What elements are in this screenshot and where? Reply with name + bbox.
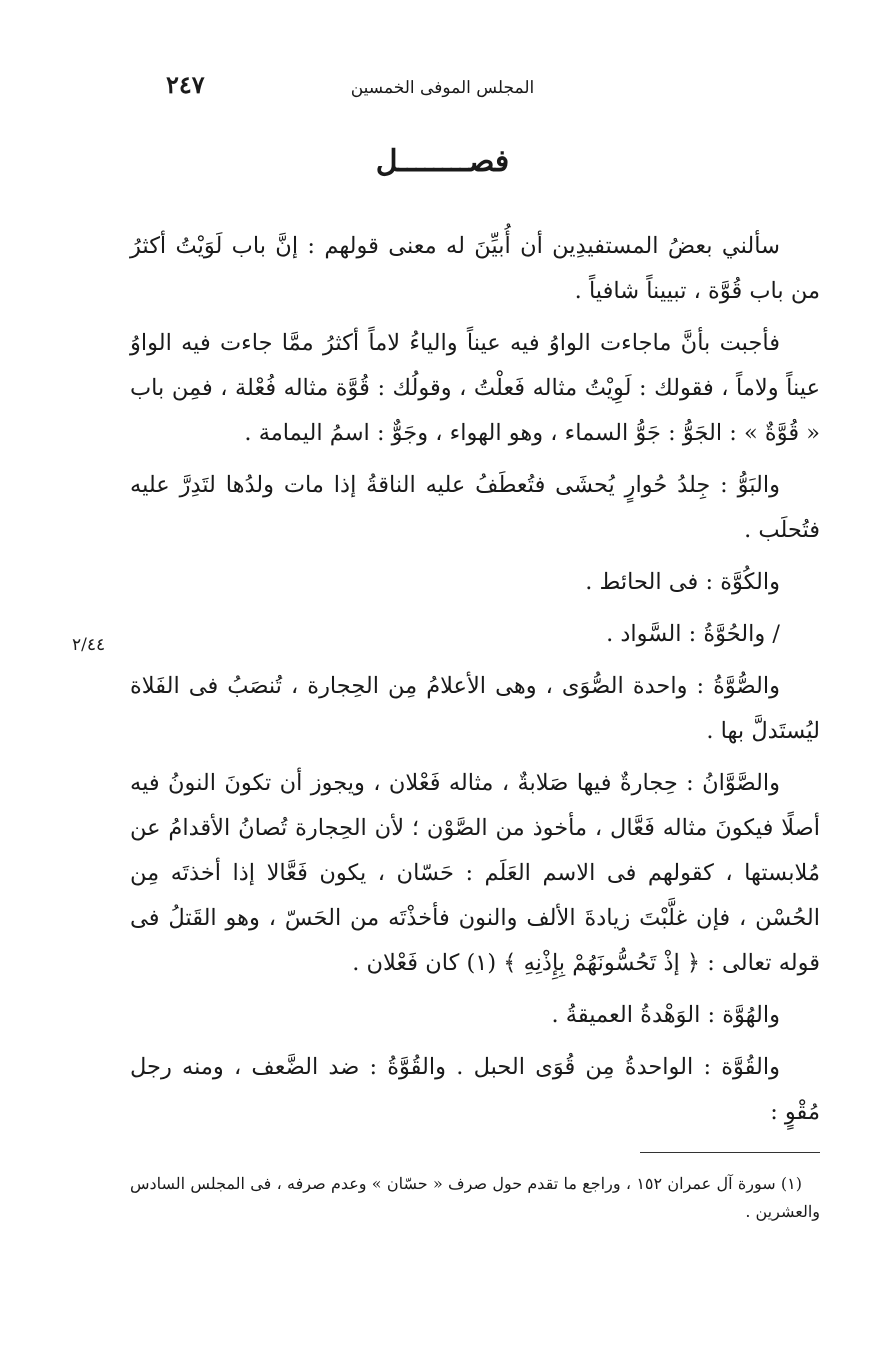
paragraph: والهُوَّة : الوَهْدةُ العميقةُ . <box>551 1002 780 1028</box>
paragraph: والصَّوَّانُ : حِجارةٌ فيها صَلابةٌ ، مثاله فَعْلان ، ويجوز أن تكونَ النونُ فيه أصلًا فيكونَ مثاله فَعَّال ، مأخوذ من الصَّوْن ؛ لأن الحِجارة تُصانُ الأقدامُ عن مُلابستها ، كقولهم فى الاسم العَلَم : حَسّان ، يكون فَعَّالا إذا أخذتَه مِن الحُسْن ، فإن غلَّبْتَ زيادةَ الألف والنون فأخذْتَه من الحَسّ ، وهو القَتلُ فى قوله تعالى : ﴿ إذْ تَحُسُّونَهُمْ بِإِذْنِهِ ﴾ (١) كان فَعْلان . <box>130 770 820 976</box>
section-heading: فصــــــــل <box>375 144 510 179</box>
paragraph: والقُوَّة : الواحدةُ مِن قُوَى الحبل . والقُوَّةُ : ضد الضَّعف ، ومنه رجل مُقْوٍ : <box>130 1054 820 1125</box>
paragraph: سألني بعضُ المستفيدِين أن أُبيِّنَ له معنى قولهم : إنَّ باب لَوَيْتُ أكثرُ من باب قُوَّة ، تبييناً شافياً . <box>130 233 820 304</box>
paragraph: / والحُوَّةُ : السَّواد . <box>606 621 780 647</box>
paragraph: والصُّوَّةُ : واحدة الصُّوَى ، وهى الأعلامُ مِن الحِجارة ، تُنصَبُ فى الفَلاة ليُستَدلَّ بها . <box>130 673 820 744</box>
paragraph: والكُوَّة : فى الحائط . <box>585 569 780 595</box>
page-header <box>130 70 755 106</box>
footnote-text: (١) سورة آل عمران ١٥٢ ، وراجع ما تقدم حول صرف « حسّان » وعدم صرفه ، فى المجلس السادس والعشرين . <box>130 1174 820 1221</box>
body-text <box>130 224 820 1142</box>
margin-page-reference: ٢/٤٤ <box>72 635 106 655</box>
paragraph: فأجبت بأنَّ ماجاءت الواوُ فيه عيناً والياءُ لاماً أكثرُ ممَّا جاءت فيه الواوُ عيناً ولاماً ، فقولك : لَوِيْتُ مثاله فَعلْتُ ، وقولُك : قُوَّة مثاله فُعْلة ، فمِن باب « قُوَّةٌ » : الجَوُّ : جَوُّ السماء ، وهو الهواء ، وجَوٌّ : اسمُ اليمامة . <box>130 330 820 446</box>
page-number: ٢٤٧ <box>166 70 205 99</box>
footnote <box>130 1170 820 1226</box>
footnote-divider <box>640 1152 820 1153</box>
running-title: المجلس الموفى الخمسين <box>350 78 535 98</box>
paragraph: والبَوُّ : جِلدُ حُوارٍ يُحشَى فتُعطَفُ عليه الناقةُ إذا مات ولدُها لتَدِرَّ عليه فتُحلَب . <box>130 472 820 543</box>
